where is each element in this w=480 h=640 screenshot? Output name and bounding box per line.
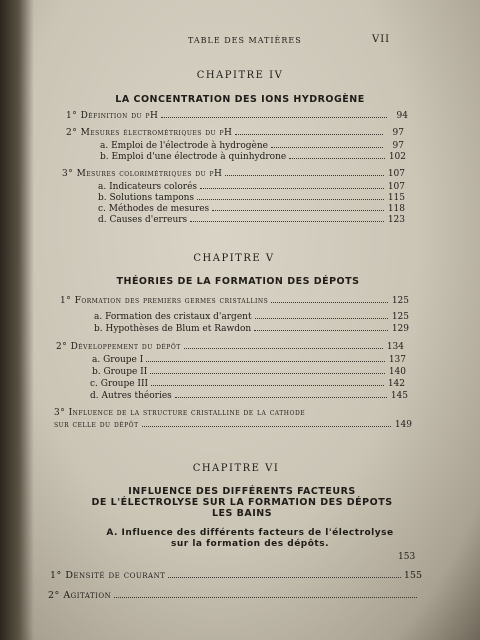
- toc-entry-text: a. Groupe I: [92, 355, 144, 365]
- toc-entry-text: 2° Développement du dépôt: [56, 342, 181, 352]
- chapter-6-subheading: [50, 528, 450, 550]
- toc-entry: [62, 168, 405, 180]
- chapter-5-heading: THÉORIES DE LA FORMATION DES DÉPOTS: [116, 276, 360, 287]
- leader-dots: [200, 181, 384, 189]
- toc-entry: [90, 378, 405, 390]
- toc-entry-page: 118: [387, 204, 405, 214]
- chapter-6-subheading-page: 153: [398, 552, 416, 562]
- toc-entry-page: 125: [391, 312, 409, 322]
- toc-entry: [54, 419, 412, 431]
- toc-entry-page: 102: [388, 152, 406, 162]
- leader-dots: [289, 151, 385, 159]
- leader-dots: [271, 295, 388, 303]
- toc-entry: [94, 323, 409, 335]
- leader-dots: [150, 366, 385, 374]
- leader-dots: [225, 168, 384, 176]
- toc-entry-page: 140: [388, 367, 406, 377]
- toc-entry-page: 107: [387, 169, 405, 179]
- toc-entry-page: 134: [386, 342, 404, 352]
- toc-entry-page: 125: [391, 296, 409, 306]
- toc-entry: [92, 366, 406, 378]
- leader-dots: [146, 354, 385, 362]
- toc-entry-text: 1° Densité de courant: [50, 570, 166, 581]
- toc-entry: [90, 390, 408, 402]
- leader-dots: [184, 341, 383, 349]
- chapter-6-label: CHAPITRE VI: [192, 463, 280, 474]
- toc-entry-text: d. Causes d'erreurs: [98, 215, 188, 225]
- toc-entry-page: 155: [403, 570, 422, 581]
- toc-entry-text: b. Emploi d'une électrode à quinhydrone: [100, 152, 287, 162]
- toc-entry: [60, 295, 409, 307]
- toc-entry: [48, 590, 420, 602]
- toc-entry: [100, 151, 406, 163]
- chapter-5-label: CHAPITRE V: [193, 253, 275, 264]
- running-head-page-number: VII: [372, 34, 391, 45]
- running-head-title: TABLE DES MATIÈRES: [188, 36, 302, 45]
- toc-entry: [92, 354, 406, 366]
- toc-entry-text: 1° Formation des premiers germes cristallins: [60, 296, 269, 306]
- leader-dots: [114, 590, 417, 598]
- toc-entry-page: 97: [392, 141, 404, 151]
- toc-entry-text: 1° Définition du pH: [66, 111, 159, 121]
- leader-dots: [255, 311, 388, 319]
- toc-entry: [50, 570, 422, 582]
- toc-entry-page: 107: [387, 182, 405, 192]
- running-head: [0, 36, 480, 50]
- toc-entry-page: 94: [396, 111, 408, 121]
- leader-dots: [142, 419, 391, 427]
- toc-entry-text: c. Groupe III: [90, 379, 149, 389]
- toc-entry-page: 115: [387, 193, 405, 203]
- toc-entry-text: a. Emploi de l'électrode à hydrogène: [100, 141, 268, 151]
- chapter-4-label: CHAPITRE IV: [196, 70, 284, 81]
- leader-dots: [190, 214, 384, 222]
- leader-dots: [271, 140, 383, 148]
- chapter-4-heading: LA CONCENTRATION DES IONS HYDROGÈNE: [115, 94, 365, 105]
- toc-entry-page: 142: [387, 379, 405, 389]
- toc-entry-text: b. Groupe II: [92, 367, 148, 377]
- toc-entry: [66, 110, 408, 122]
- leader-dots: [235, 127, 383, 135]
- toc-entry-text: b. Hypothèses de Blum et Rawdon: [94, 324, 252, 334]
- leader-dots: [168, 570, 400, 578]
- leader-dots: [254, 323, 388, 331]
- toc-entry-text: 3° Mesures colorimétriques du pH: [62, 169, 223, 179]
- chapter-6-subheading-line: sur la formation des dépôts.: [170, 539, 329, 549]
- toc-entry-page: 149: [394, 420, 412, 430]
- book-gutter-shadow: [0, 0, 34, 640]
- toc-entry-text-line1: 3° Influence de la structure cristalline de la cathode: [54, 408, 306, 418]
- toc-entry-page: 129: [391, 324, 409, 334]
- toc-entry-text: sur celle du dépôt: [54, 420, 139, 430]
- toc-entry: [98, 214, 405, 226]
- toc-entry-text: b. Solutions tampons: [98, 193, 195, 203]
- toc-entry-text: 2° Mesures électrométriques du pH: [66, 128, 233, 138]
- toc-entry-text: c. Méthodes de mesures: [98, 204, 210, 214]
- toc-entry-page: 97: [392, 128, 404, 138]
- toc-entry-text: d. Autres théories: [90, 391, 172, 401]
- chapter-6-heading-line: DE L'ÉLECTROLYSE SUR LA FORMATION DES DÉPOTS: [91, 497, 393, 508]
- chapter-6-heading-line: LES BAINS: [211, 508, 273, 519]
- chapter-6-heading-line: INFLUENCE DES DIFFÉRENTS FACTEURS: [128, 486, 356, 497]
- leader-dots: [212, 203, 384, 211]
- toc-entry-page: 123: [387, 215, 405, 225]
- leader-dots: [161, 110, 387, 118]
- leader-dots: [175, 390, 387, 398]
- toc-entry-text: a. Indicateurs colorés: [98, 182, 198, 192]
- toc-entry: [66, 127, 404, 139]
- toc-entry-text: 2° Agitation: [48, 590, 112, 601]
- toc-entry-page: 145: [390, 391, 408, 401]
- toc-entry-page: 137: [388, 355, 406, 365]
- leader-dots: [151, 378, 384, 386]
- toc-entry-text: a. Formation des cristaux d'argent: [94, 312, 252, 322]
- toc-entry: [56, 341, 404, 353]
- chapter-6-heading: [36, 486, 448, 519]
- chapter-6-subheading-line: A. Influence des différents facteurs de l'électrolyse: [106, 528, 394, 538]
- toc-entry: [94, 311, 409, 323]
- leader-dots: [197, 192, 384, 200]
